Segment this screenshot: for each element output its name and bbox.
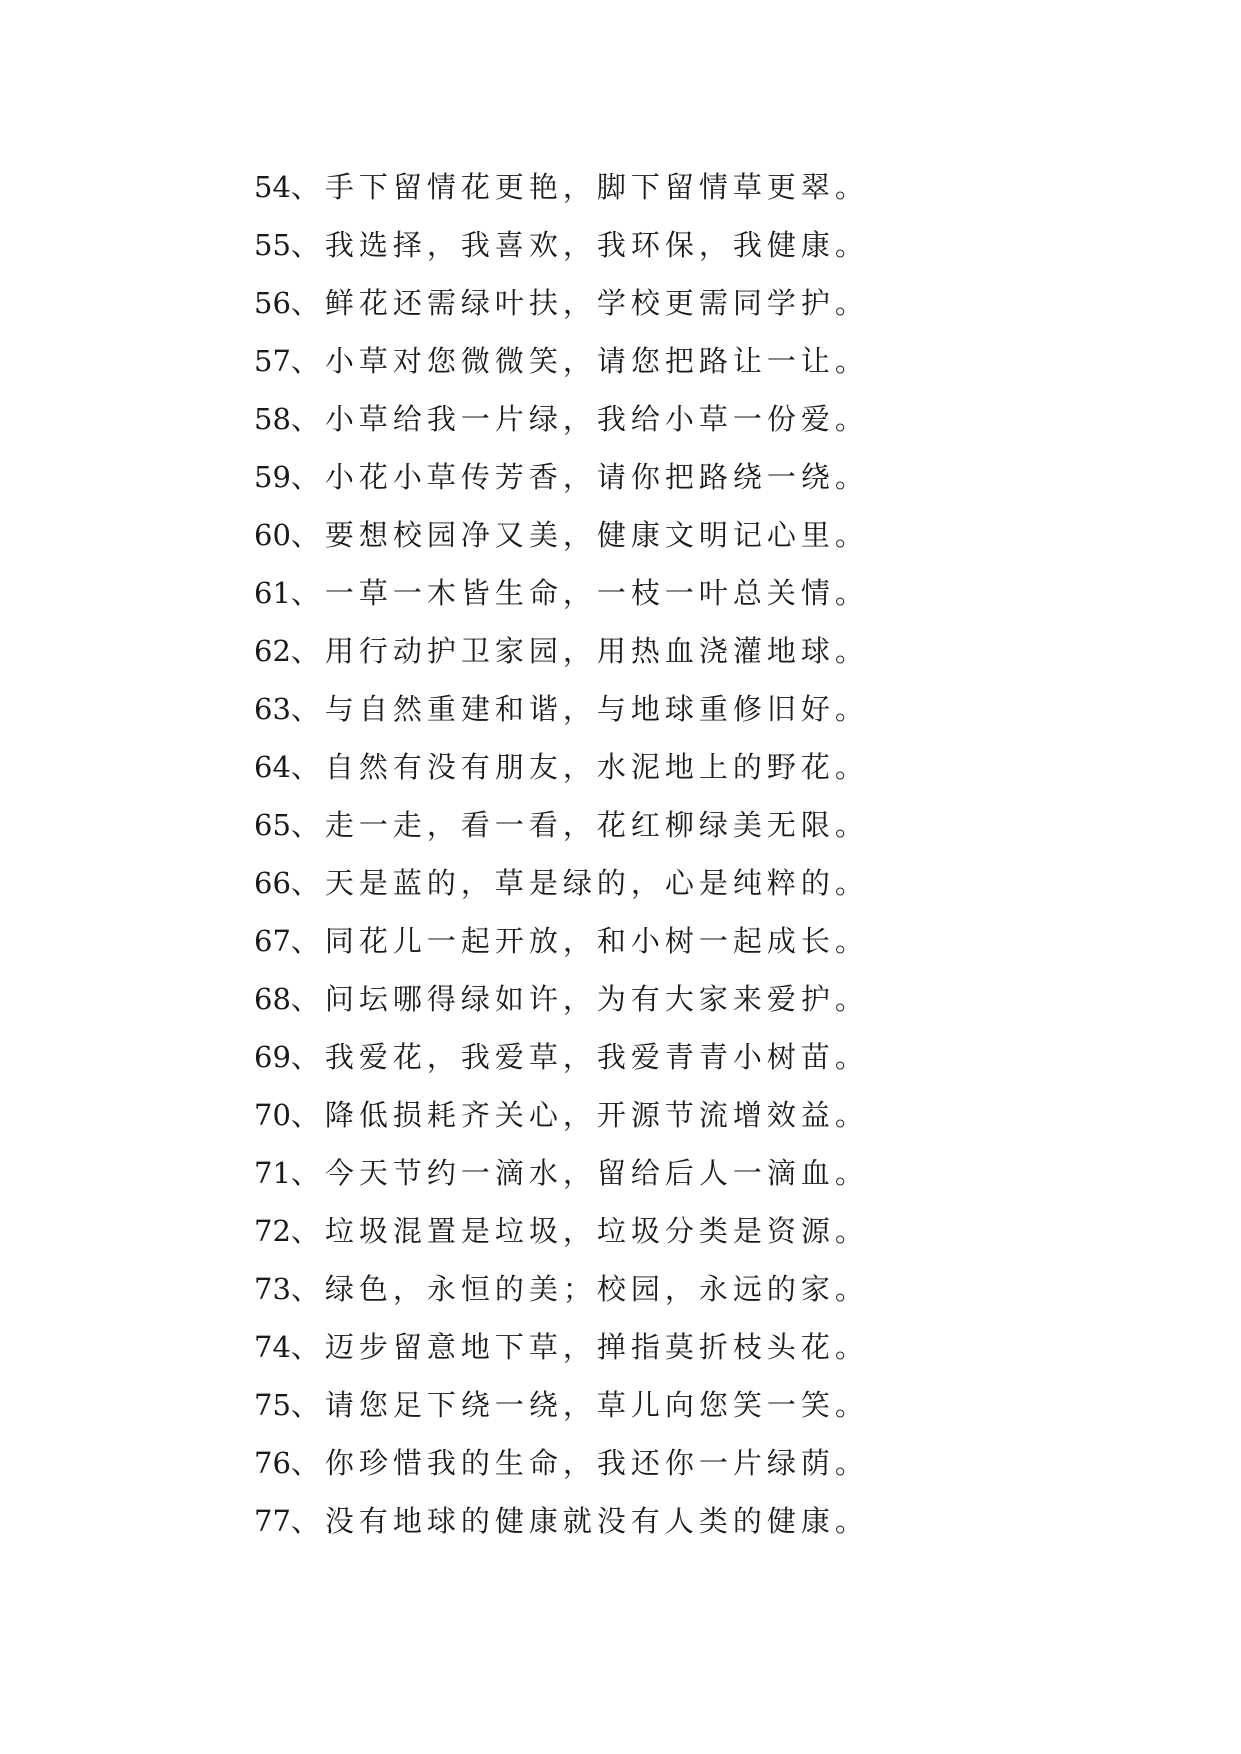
slogan-number: 64 — [254, 750, 291, 784]
slogan-number: 69 — [254, 1040, 291, 1074]
slogan-item — [254, 158, 869, 216]
slogan-text: 、鲜花还需绿叶扶，学校更需同学护。 — [290, 286, 869, 320]
slogan-text: 、今天节约一滴水，留给后人一滴血。 — [290, 1156, 869, 1190]
slogan-item — [254, 1202, 869, 1260]
slogan-item — [254, 332, 869, 390]
slogan-number: 54 — [254, 170, 291, 204]
slogan-number: 67 — [254, 924, 291, 958]
slogan-text: 、小花小草传芳香，请你把路绕一绕。 — [290, 460, 869, 494]
slogan-text: 、要想校园净又美，健康文明记心里。 — [290, 518, 869, 552]
slogan-text: 、请您足下绕一绕，草儿向您笑一笑。 — [290, 1388, 869, 1422]
slogan-item — [254, 1028, 869, 1086]
slogan-number: 74 — [254, 1330, 291, 1364]
slogan-text: 、问坛哪得绿如许，为有大家来爱护。 — [290, 982, 869, 1016]
slogan-number: 60 — [254, 518, 291, 552]
slogan-number: 66 — [254, 866, 291, 900]
slogan-item — [254, 1260, 869, 1318]
slogan-item — [254, 448, 869, 506]
slogan-number: 76 — [254, 1446, 291, 1480]
slogan-item — [254, 796, 869, 854]
slogan-item — [254, 1318, 869, 1376]
slogan-list — [254, 158, 869, 1550]
slogan-item — [254, 970, 869, 1028]
slogan-text: 、手下留情花更艳，脚下留情草更翠。 — [290, 170, 869, 204]
slogan-item — [254, 854, 869, 912]
slogan-text: 、与自然重建和谐，与地球重修旧好。 — [290, 692, 869, 726]
slogan-text: 、自然有没有朋友，水泥地上的野花。 — [290, 750, 869, 784]
slogan-item — [254, 216, 869, 274]
slogan-number: 70 — [254, 1098, 291, 1132]
slogan-text: 、迈步留意地下草，掸指莫折枝头花。 — [290, 1330, 869, 1364]
slogan-item — [254, 622, 869, 680]
slogan-number: 73 — [254, 1272, 291, 1306]
slogan-number: 77 — [254, 1504, 291, 1538]
slogan-number: 71 — [254, 1156, 291, 1190]
slogan-text: 、我爱花，我爱草，我爱青青小树苗。 — [290, 1040, 869, 1074]
slogan-text: 、一草一木皆生命，一枝一叶总关情。 — [290, 576, 869, 610]
slogan-item — [254, 1492, 869, 1550]
slogan-text: 、垃圾混置是垃圾，垃圾分类是资源。 — [290, 1214, 869, 1248]
slogan-text: 、绿色，永恒的美；校园，永远的家。 — [290, 1272, 869, 1306]
slogan-item — [254, 1144, 869, 1202]
slogan-item — [254, 506, 869, 564]
slogan-text: 、小草对您微微笑，请您把路让一让。 — [290, 344, 869, 378]
slogan-item — [254, 564, 869, 622]
slogan-text: 、同花儿一起开放，和小树一起成长。 — [290, 924, 869, 958]
slogan-item — [254, 1086, 869, 1144]
slogan-text: 、走一走，看一看，花红柳绿美无限。 — [290, 808, 869, 842]
slogan-number: 72 — [254, 1214, 291, 1248]
slogan-number: 57 — [254, 344, 291, 378]
slogan-text: 、用行动护卫家园，用热血浇灌地球。 — [290, 634, 869, 668]
slogan-number: 65 — [254, 808, 291, 842]
slogan-number: 63 — [254, 692, 291, 726]
slogan-number: 56 — [254, 286, 291, 320]
slogan-text: 、没有地球的健康就没有人类的健康。 — [290, 1504, 869, 1538]
slogan-number: 55 — [254, 228, 291, 262]
slogan-item — [254, 274, 869, 332]
slogan-item — [254, 680, 869, 738]
slogan-number: 62 — [254, 634, 291, 668]
slogan-item — [254, 912, 869, 970]
slogan-number: 75 — [254, 1388, 291, 1422]
slogan-item — [254, 1376, 869, 1434]
slogan-text: 、天是蓝的，草是绿的，心是纯粹的。 — [290, 866, 869, 900]
slogan-item — [254, 390, 869, 448]
slogan-number: 58 — [254, 402, 291, 436]
slogan-text: 、小草给我一片绿，我给小草一份爱。 — [290, 402, 869, 436]
slogan-text: 、你珍惜我的生命，我还你一片绿荫。 — [290, 1446, 869, 1480]
slogan-number: 59 — [254, 460, 291, 494]
slogan-item — [254, 1434, 869, 1492]
slogan-number: 68 — [254, 982, 291, 1016]
slogan-item — [254, 738, 869, 796]
slogan-text: 、我选择，我喜欢，我环保，我健康。 — [290, 228, 869, 262]
slogan-number: 61 — [254, 576, 291, 610]
slogan-text: 、降低损耗齐关心，开源节流增效益。 — [290, 1098, 869, 1132]
